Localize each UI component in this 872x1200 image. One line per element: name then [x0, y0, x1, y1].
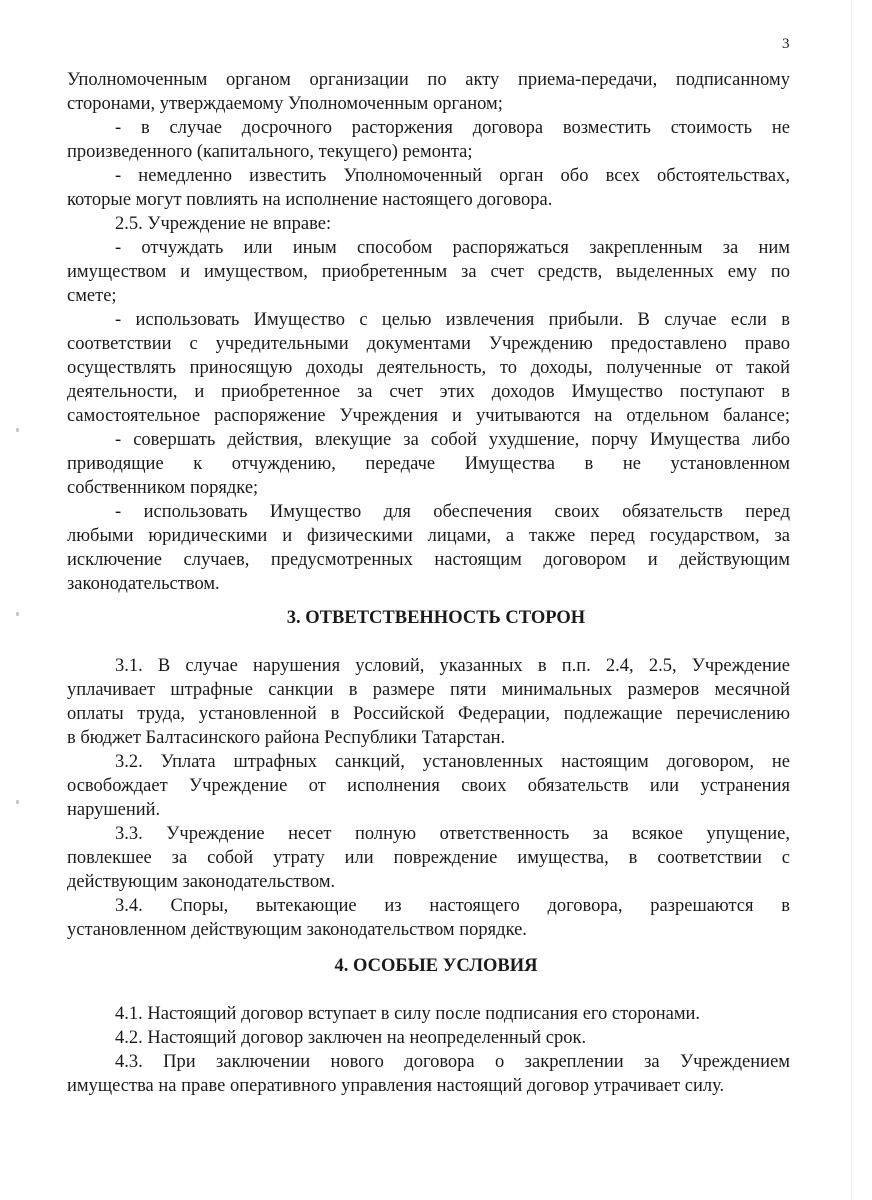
text-line: имуществом и имуществом, приобретенным за счет средств, выделенных ему по: [67, 262, 790, 282]
text-line: - использовать Имущество для обеспечения своих обязательств перед: [115, 502, 790, 522]
text-line: 3.4. Споры, вытекающие из настоящего договора, разрешаются в: [115, 896, 790, 916]
text-line: соответствии с учредительными документами Учреждению предоставлено право: [67, 334, 790, 354]
text-line: уплачивает штрафные санкции в размере пяти минимальных размеров месячной: [67, 680, 790, 700]
text-line: - отчуждать или иным способом распоряжаться закрепленным за ним: [115, 238, 790, 258]
text-line: сторонами, утверждаемому Уполномоченным органом;: [67, 94, 503, 114]
text-line: 3.2. Уплата штрафных санкций, установленных настоящим договором, не: [115, 752, 790, 772]
text-line: освобождает Учреждение от исполнения своих обязательств или устранения: [67, 776, 790, 796]
section-4-heading: 4. ОСОБЫЕ УСЛОВИЯ: [334, 956, 538, 976]
text-line: действующим законодательством.: [67, 872, 336, 892]
text-line: приводящие к отчуждению, передаче Имущества в не установленном: [67, 454, 790, 474]
text-line: деятельности, и приобретенное за счет этих доходов Имущество поступают в: [67, 382, 790, 402]
text-line: которые могут повлиять на исполнение настоящего договора.: [67, 190, 553, 210]
text-line: 3.1. В случае нарушения условий, указанных в п.п. 2.4, 2.5, Учреждение: [115, 656, 790, 676]
page-number: 3: [782, 36, 790, 52]
text-line: самостоятельное распоряжение Учреждения и учитываются на отдельном балансе;: [67, 406, 790, 426]
text-line: 4.3. При заключении нового договора о закреплении за Учреждением: [115, 1052, 790, 1072]
text-line: 3.3. Учреждение несет полную ответственность за всякое упущение,: [115, 824, 790, 844]
text-line: - в случае досрочного расторжения договора возместить стоимость не: [115, 118, 790, 138]
scan-speck: [16, 428, 19, 432]
text-line: 4.1. Настоящий договор вступает в силу после подписания его сторонами.: [115, 1004, 701, 1024]
text-line: собственником порядке;: [67, 478, 259, 498]
text-line: произведенного (капитального, текущего) ремонта;: [67, 142, 473, 162]
scan-speck: [16, 800, 19, 804]
text-line: законодательством.: [67, 574, 220, 594]
text-line: - немедленно известить Уполномоченный орган обо всех обстоятельствах,: [115, 166, 790, 186]
text-line: - использовать Имущество с целью извлечения прибыли. В случае если в: [115, 310, 790, 330]
text-line: оплаты труда, установленной в Российской Федерации, подлежащие перечислению: [67, 704, 790, 724]
section-3-heading: 3. ОТВЕТСТВЕННОСТЬ СТОРОН: [286, 608, 586, 628]
text-line: 4.2. Настоящий договор заключен на неопределенный срок.: [115, 1028, 587, 1048]
text-line: в бюджет Балтасинского района Республики Татарстан.: [67, 728, 506, 748]
text-line: - совершать действия, влекущие за собой ухудшение, порчу Имущества либо: [115, 430, 790, 450]
text-line: повлекшее за собой утрату или повреждение имущества, в соответствии с: [67, 848, 790, 868]
page-edge: [851, 0, 852, 1200]
text-line: имущества на праве оперативного управления настоящий договор утрачивает силу.: [67, 1076, 725, 1096]
text-line: нарушений.: [67, 800, 161, 820]
text-line: осуществлять приносящую доходы деятельность, то доходы, полученные от такой: [67, 358, 790, 378]
text-line: установленном действующим законодательством порядке.: [67, 920, 527, 940]
text-line: Уполномоченным органом организации по акту приема-передачи, подписанному: [67, 70, 790, 90]
text-line: смете;: [67, 286, 117, 306]
text-line: любыми юридическими и физическими лицами, а также перед государством, за: [67, 526, 790, 546]
text-line: исключение случаев, предусмотренных настоящим договором и действующим: [67, 550, 790, 570]
clause-heading: 2.5. Учреждение не вправе:: [115, 214, 332, 234]
